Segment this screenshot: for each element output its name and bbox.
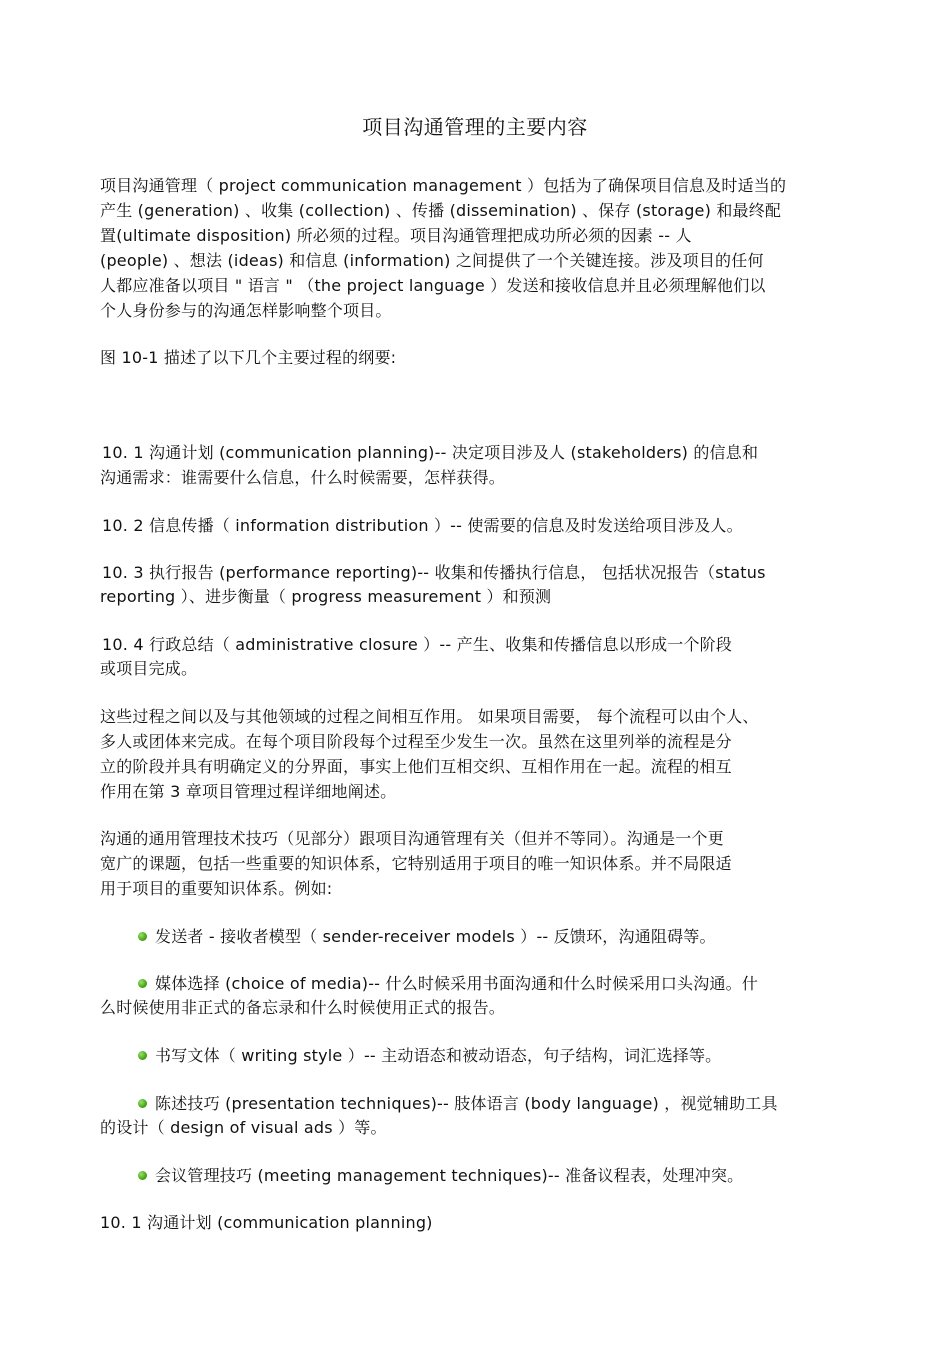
paragraph-line: 立的阶段并具有明确定义的分界面，事实上他们互相交织、互相作用在一起。流程的相互	[100, 757, 732, 776]
paragraph-line: 作用在第 3 章项目管理过程详细地阐述。	[100, 782, 397, 801]
paragraph-line: 个人身份参与的沟通怎样影响整个项目。	[100, 301, 392, 320]
bullet-continuation-line: 的设计（ design of visual ads ）等。	[100, 1118, 387, 1137]
section-heading: 10. 1 沟通计划 (communication planning)	[100, 1213, 433, 1232]
paragraph-line: 置(ultimate disposition) 所必须的过程。项目沟通管理把成功所必须的因素 -- 人	[100, 226, 692, 245]
paragraph-line: 这些过程之间以及与其他领域的过程之间相互作用。 如果项目需要， 每个流程可以由个人、	[100, 707, 759, 726]
bullet-text: 媒体选择 (choice of media)-- 什么时候采用书面沟通和什么时候采用口头沟通。什	[155, 974, 759, 993]
paragraph-line: 多人或团体来完成。在每个项目阶段每个过程至少发生一次。虽然在这里列举的流程是分	[100, 732, 732, 751]
process-item-line: 沟通需求：谁需要什么信息，什么时候需要，怎样获得。	[100, 468, 506, 487]
bullet-item	[138, 1165, 743, 1187]
paragraph-line: 人都应准备以项目 " 语言 " （the project language ）发送和接收信息并且必须理解他们以	[100, 276, 766, 295]
paragraph-line: 项目沟通管理（ project communication management ）包括为了确保项目信息及时适当的	[100, 176, 787, 195]
bullet-item	[138, 926, 716, 948]
bullet-item	[138, 1093, 778, 1115]
bullet-text: 书写文体（ writing style ）-- 主动语态和被动语态，句子结构，词汇选择等。	[155, 1046, 722, 1065]
bullet-text: 陈述技巧 (presentation techniques)-- 肢体语言 (body language) ，视觉辅助工具	[155, 1094, 778, 1113]
process-item-line: reporting ）、进步衡量（ progress measurement ）和预测	[100, 587, 552, 606]
green-bullet-icon	[138, 979, 147, 988]
bullet-item	[138, 1045, 721, 1067]
process-item-line: 10. 3 执行报告 (performance reporting)-- 收集和传播执行信息， 包括状况报告（status	[102, 563, 766, 582]
bullet-text: 会议管理技巧 (meeting management techniques)-- 准备议程表，处理冲突。	[155, 1166, 744, 1185]
bullet-continuation-line: 么时候使用非正式的备忘录和什么时候使用正式的报告。	[100, 998, 506, 1017]
green-bullet-icon	[138, 1171, 147, 1180]
paragraph-line: 宽广的课题，包括一些重要的知识体系，它特别适用于项目的唯一知识体系。并不局限适	[100, 854, 732, 873]
paragraph-line: 用于项目的重要知识体系。例如:	[100, 879, 333, 898]
bullet-item	[138, 973, 758, 995]
process-item-line: 或项目完成。	[100, 659, 198, 678]
green-bullet-icon	[138, 932, 147, 941]
paragraph-line: (people) 、想法 (ideas) 和信息 (information) 之间提供了一个关键连接。涉及项目的任何	[100, 251, 764, 270]
figure-reference-line: 图 10-1 描述了以下几个主要过程的纲要:	[100, 348, 397, 367]
paragraph-line: 产生 (generation) 、收集 (collection) 、传播 (dissemination) 、保存 (storage) 和最终配	[100, 201, 782, 220]
process-item-line: 10. 1 沟通计划 (communication planning)-- 决定项目涉及人 (stakeholders) 的信息和	[102, 443, 759, 462]
process-item-line: 10. 2 信息传播（ information distribution ）-- 使需要的信息及时发送给项目涉及人。	[102, 516, 743, 535]
green-bullet-icon	[138, 1099, 147, 1108]
bullet-text: 发送者 - 接收者模型（ sender-receiver models ）-- 反馈环，沟通阻碍等。	[155, 927, 716, 946]
process-item-line: 10. 4 行政总结（ administrative closure ）-- 产生、收集和传播信息以形成一个阶段	[102, 635, 733, 654]
document-title: 项目沟通管理的主要内容	[362, 115, 588, 139]
paragraph-line: 沟通的通用管理技术技巧（见部分）跟项目沟通管理有关（但并不等同）。沟通是一个更	[100, 829, 724, 848]
green-bullet-icon	[138, 1051, 147, 1060]
